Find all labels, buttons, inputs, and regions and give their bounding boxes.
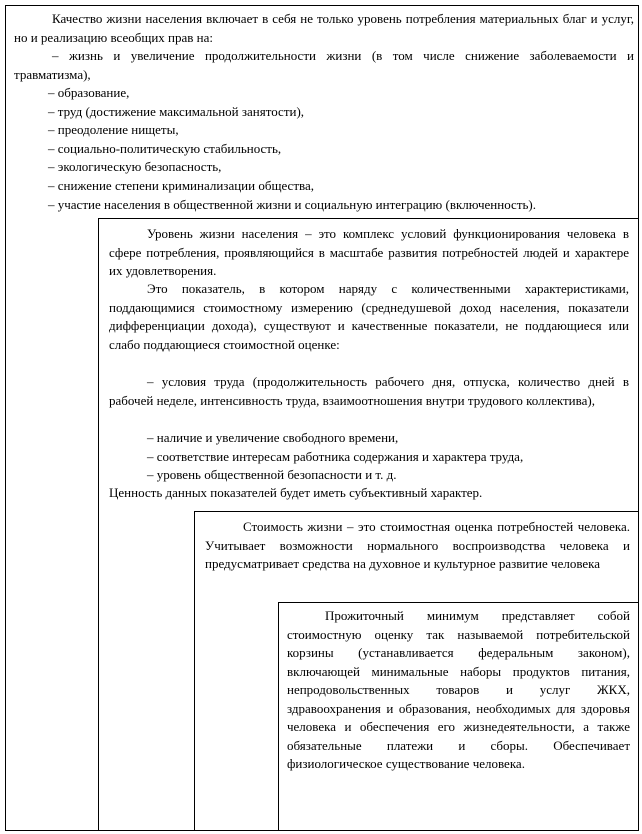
- cost-of-living-definition: Стоимость жизни – это стоимостная оценка потребностей человека. Учитывает возможности нормального воспроизводства человека и предусматривает средства на духовное и культурное развитие человека: [205, 519, 630, 571]
- rights-list-item: – образование,: [48, 85, 130, 100]
- indicator-list-item: – уровень общественной безопасности и т. д.: [147, 467, 397, 482]
- indicator-list-item: – наличие и увеличение свободного времени,: [147, 430, 399, 445]
- rights-list-item: – жизнь и увеличение продолжительности жизни (в том числе снижение заболеваемости и травматизма),: [14, 48, 634, 82]
- indicators-conclusion: Ценность данных показателей будет иметь субъективный характер.: [109, 485, 483, 500]
- rights-list-item: – снижение степени криминализации общества,: [48, 177, 314, 193]
- rights-list-item: – преодоление нищеты,: [48, 122, 179, 137]
- subsistence-minimum-definition: Прожиточный минимум представляет собой стоимостную оценку так называемой потребительской корзины (устанавливается федеральным законом), включающей минимальные наборы продуктов питания, непродовольственных товаров и услуг ЖКХ, здравоохранения и образования, необходимых для здоровья человека и обеспечения его жизнедеятельности, а также обязательные платежи и сборы. Обеспечивает физиологическое существование человека.: [287, 608, 630, 771]
- rights-list-item: – социально-политическую стабильность,: [48, 140, 282, 156]
- rights-list-item: – труд (достижение максимальной занятости),: [48, 103, 305, 119]
- rights-list-item: – экологическую безопасность,: [48, 159, 222, 174]
- indicator-list-item: – условия труда (продолжительность рабочего дня, отпуска, количество дней в рабочей неделе, интенсивность труда, взаимоотношения внутри трудового коллектива),: [109, 374, 629, 408]
- indicator-list-item: – соответствие интересам работника содержания и характера труда,: [147, 448, 524, 464]
- standard-of-living-definition: Уровень жизни населения – это комплекс условий функционирования человека в сфере потребления, проявляющийся в масштабе развития потребностей людей и характере их удовлетворения.: [109, 226, 629, 278]
- subsistence-minimum-box: [278, 602, 639, 831]
- quality-of-life-intro: Качество жизни населения включает в себя не только уровень потребления материальных благ и услуг, но и реализацию всеобщих прав на:: [14, 11, 634, 45]
- rights-list-item: – участие населения в общественной жизни и социальную интеграцию (включенность).: [48, 197, 537, 212]
- standard-of-living-indicators: Это показатель, в котором наряду с количественными характеристиками, поддающимися стоимостному измерению (среднедушевой доход населения, показатели дифференциации дохода), существуют и качественные показатели, не поддающиеся или слабо поддающиеся стоимостной оценке:: [109, 281, 629, 352]
